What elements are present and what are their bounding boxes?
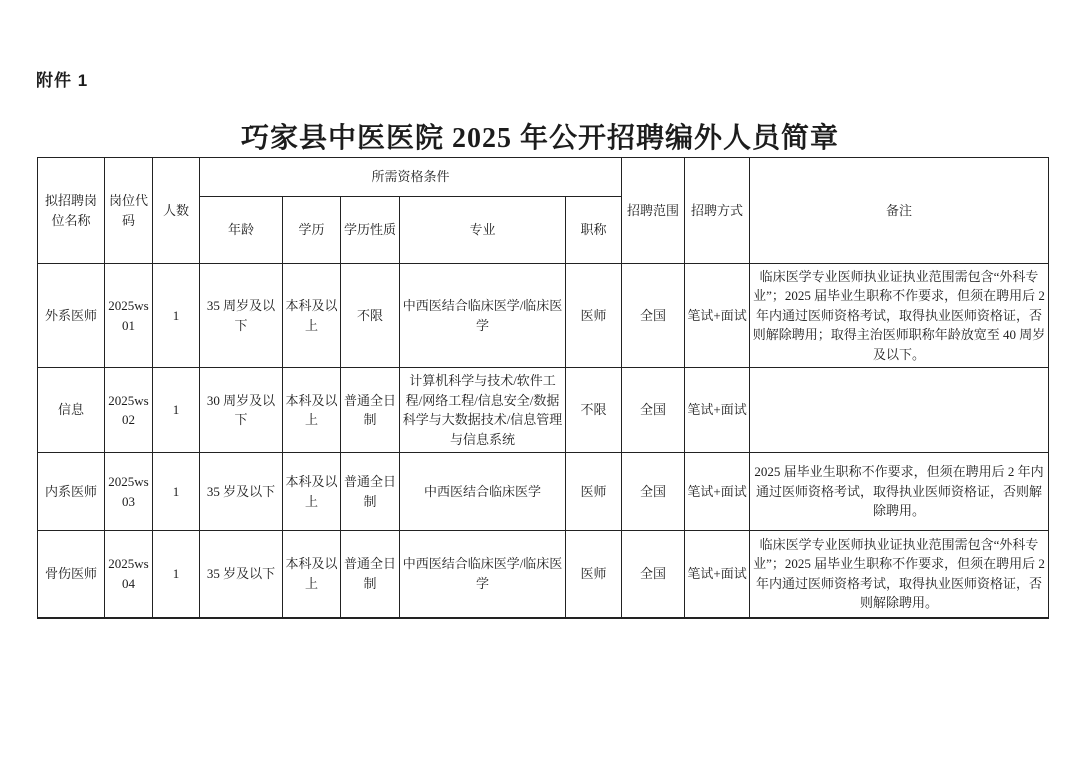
header-qualification-group: 所需资格条件 <box>200 158 622 197</box>
cell-education: 本科及以上 <box>283 264 341 368</box>
table-row <box>38 453 1049 531</box>
cell-remarks: 临床医学专业医师执业证执业范围需包含“外科专业”；2025 届毕业生职称不作要求，但须在聘用后 2 年内通过医师资格考试，取得执业医师资格证，否则解除聘用；取得主治医师职称年龄放宽至 40 周岁及以下。 <box>750 264 1049 368</box>
header-education: 学历 <box>283 197 341 264</box>
cell-post-code: 2025ws03 <box>105 453 153 531</box>
cell-major: 计算机科学与技术/软件工程/网络工程/信息安全/数据科学与大数据技术/信息管理与信息系统 <box>400 368 566 453</box>
header-education-type: 学历性质 <box>341 197 400 264</box>
cell-post-name: 信息 <box>38 368 105 453</box>
cell-post-name: 内系医师 <box>38 453 105 531</box>
cell-age: 35 岁及以下 <box>200 531 283 618</box>
cell-education: 本科及以上 <box>283 368 341 453</box>
cell-headcount: 1 <box>153 531 200 618</box>
cell-post-code: 2025ws01 <box>105 264 153 368</box>
cell-remarks <box>750 368 1049 453</box>
header-post-name: 拟招聘岗位名称 <box>38 158 105 264</box>
cell-method: 笔试+面试 <box>685 368 750 453</box>
header-headcount: 人数 <box>153 158 200 264</box>
header-scope: 招聘范围 <box>622 158 685 264</box>
header-post-code: 岗位代码 <box>105 158 153 264</box>
cell-method: 笔试+面试 <box>685 453 750 531</box>
cell-scope: 全国 <box>622 531 685 618</box>
cell-headcount: 1 <box>153 264 200 368</box>
cell-education-type: 普通全日制 <box>341 368 400 453</box>
cell-headcount: 1 <box>153 453 200 531</box>
recruitment-table <box>37 157 1049 619</box>
cell-post-name: 骨伤医师 <box>38 531 105 618</box>
cell-post-code: 2025ws02 <box>105 368 153 453</box>
cell-age: 30 周岁及以下 <box>200 368 283 453</box>
cell-post-code: 2025ws04 <box>105 531 153 618</box>
cell-professional-title: 医师 <box>566 531 622 618</box>
cell-age: 35 岁及以下 <box>200 453 283 531</box>
attachment-label: 附件 1 <box>36 71 89 90</box>
cell-scope: 全国 <box>622 368 685 453</box>
header-professional-title: 职称 <box>566 197 622 264</box>
header-method: 招聘方式 <box>685 158 750 264</box>
header-age: 年龄 <box>200 197 283 264</box>
cell-age: 35 周岁及以下 <box>200 264 283 368</box>
cell-method: 笔试+面试 <box>685 531 750 618</box>
header-major: 专业 <box>400 197 566 264</box>
page-title: 巧家县中医医院 2025 年公开招聘编外人员简章 <box>240 123 839 154</box>
cell-professional-title: 医师 <box>566 453 622 531</box>
cell-professional-title: 医师 <box>566 264 622 368</box>
table-row <box>38 368 1049 453</box>
cell-major: 中西医结合临床医学/临床医学 <box>400 264 566 368</box>
cell-education-type: 不限 <box>341 264 400 368</box>
cell-headcount: 1 <box>153 368 200 453</box>
cell-education-type: 普通全日制 <box>341 453 400 531</box>
cell-scope: 全国 <box>622 453 685 531</box>
table-row <box>38 531 1049 618</box>
cell-remarks: 2025 届毕业生职称不作要求，但须在聘用后 2 年内通过医师资格考试，取得执业医师资格证，否则解除聘用。 <box>750 453 1049 531</box>
cell-major: 中西医结合临床医学 <box>400 453 566 531</box>
header-row-group <box>38 158 1049 197</box>
cell-professional-title: 不限 <box>566 368 622 453</box>
cell-post-name: 外系医师 <box>38 264 105 368</box>
header-remarks: 备注 <box>750 158 1049 264</box>
cell-remarks: 临床医学专业医师执业证执业范围需包含“外科专业”；2025 届毕业生职称不作要求，但须在聘用后 2 年内通过医师资格考试，取得执业医师资格证，否则解除聘用。 <box>750 531 1049 618</box>
cell-major: 中西医结合临床医学/临床医学 <box>400 531 566 618</box>
cell-method: 笔试+面试 <box>685 264 750 368</box>
cell-education: 本科及以上 <box>283 531 341 618</box>
table-row <box>38 264 1049 368</box>
cell-scope: 全国 <box>622 264 685 368</box>
cell-education-type: 普通全日制 <box>341 531 400 618</box>
cell-education: 本科及以上 <box>283 453 341 531</box>
